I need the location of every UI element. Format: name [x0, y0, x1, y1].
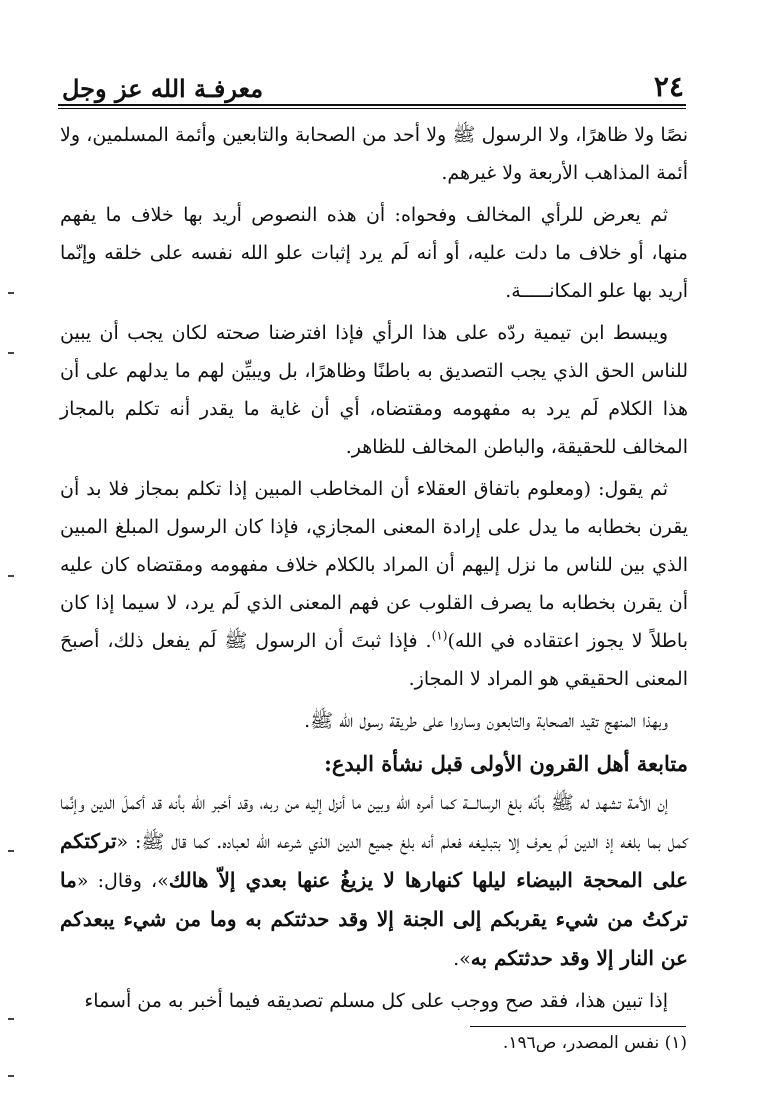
paragraph-5: وبهذا المنهج تقيد الصحابة والتابعون وساروا على طريقة رسول الله ﷺ.: [304, 710, 668, 732]
margin-mark: [8, 352, 14, 354]
paragraph-1: نصًا ولا ظاهرًا، ولا الرسول ﷺ ولا أحد من الصحابة والتابعين وأئمة المسلمين، ولا أئمة المذاهب الأربعة ولا غيرهم.: [60, 124, 688, 184]
paragraph-4: [60, 470, 688, 698]
paragraph-6-mid: »، وقال: «: [76, 870, 169, 892]
footnote: (١) نفس المصدر، ص١٩٦.: [502, 1033, 687, 1053]
page-number: ٢٤: [653, 70, 684, 103]
body-text: [60, 116, 688, 1024]
paragraph-4-end: . فإذا ثبتَ أن الرسول ﷺ لَم يفعل ذلك، أصبحَ المعنى الحقيقي هو المراد لا المجاز.: [60, 630, 688, 690]
margin-mark: [8, 1075, 14, 1077]
margin-mark: [8, 1018, 14, 1020]
paragraph-4-main: ثم يقول: (ومعلوم باتفاق العقلاء أن المخاطب المبين إذا تكلم بمجاز فلا بد أن يقرن بخطابه ما يدل على إرادة المعنى المجازي، فإذا كان الرسول المبلغ المبين الذي بين للناس ما نزل إليهم أن المراد بالكلام خلاف مفهومه ومقتضاه كان عليه أن يقرن بخطابه ما يصرف القلوب عن فهم المعنى الذي لَم يرد، لا سيما إذا كان باطلاً لا يجوز اعتقاده في الله): [60, 478, 689, 652]
paragraph-6-close: ».: [453, 948, 471, 970]
margin-mark: [8, 850, 14, 852]
hadith-quote-2: ما تركتُ من شيء يقربكم إلى الجنة إلا وقد حدثتكم به وما من شيء يبعدكم عن النار إلا وقد حدثتكم به: [60, 868, 688, 970]
margin-mark: [8, 575, 14, 577]
paragraph-2: ثم يعرض للرأي المخالف وفحواه: أن هذه النصوص أريد بها خلاف ما يفهم منها، أو خلاف ما دلت عليه، أو أنه لَم يرد إثبات علو الله نفسه على خلقه وإنّما أريد بها علو المكانـــــة.: [60, 204, 688, 302]
footnote-rule: [470, 1026, 686, 1027]
paragraph-6: [60, 784, 688, 978]
paragraph-3: ويبسط ابن تيمية ردّه على هذا الرأي فإذا افترضنا صحته لكان يجب أن يبين للناس الحق الذي يجب التصديق به باطنًا وظاهرًا، بل ويبيِّن لهم ما يدلهم على أن هذا الكلام لَم يرد به مفهومه ومقتضاه، أي أن غاية ما يقدر أنه تكلم بالمجاز المخالف للحقيقة، والباطن المخالف للظاهر.: [60, 322, 688, 458]
paragraph-6-text: إن الأمة تشهد له ﷺ بأنّه بلغ الرسالـــة كما أمره الله وبين ما أنزل إليه من ربه، وقد أخبر الله بأنه قد أكملَ الدين وإنَّما كمل بما بلغه إذ الدين لَم يعرف إلا بتبليغه فعلم أنه بلغ جميع الدين الذي شرعه الله لعباده. كما قال ﷺ: «: [60, 792, 688, 853]
header-rule-thin: [58, 108, 686, 109]
running-title: معرفـة الله عز وجل: [62, 74, 264, 103]
section-heading: متابعة أهل القرون الأولى قبل نشأة البدع:: [324, 751, 688, 776]
margin-mark: [8, 292, 14, 294]
paragraph-7: إذا تبين هذا، فقد صح ووجب على كل مسلم تصديقه فيما أخبر به من أسماء: [84, 990, 668, 1012]
footnote-ref: (١): [431, 628, 448, 643]
running-header: [60, 70, 688, 106]
hadith-quote-1: تركتكم على المحجة البيضاء ليلها كنهارها لا يزيغُ عنها بعدي إلاّ هالك: [60, 829, 689, 892]
header-rule: [58, 104, 686, 106]
